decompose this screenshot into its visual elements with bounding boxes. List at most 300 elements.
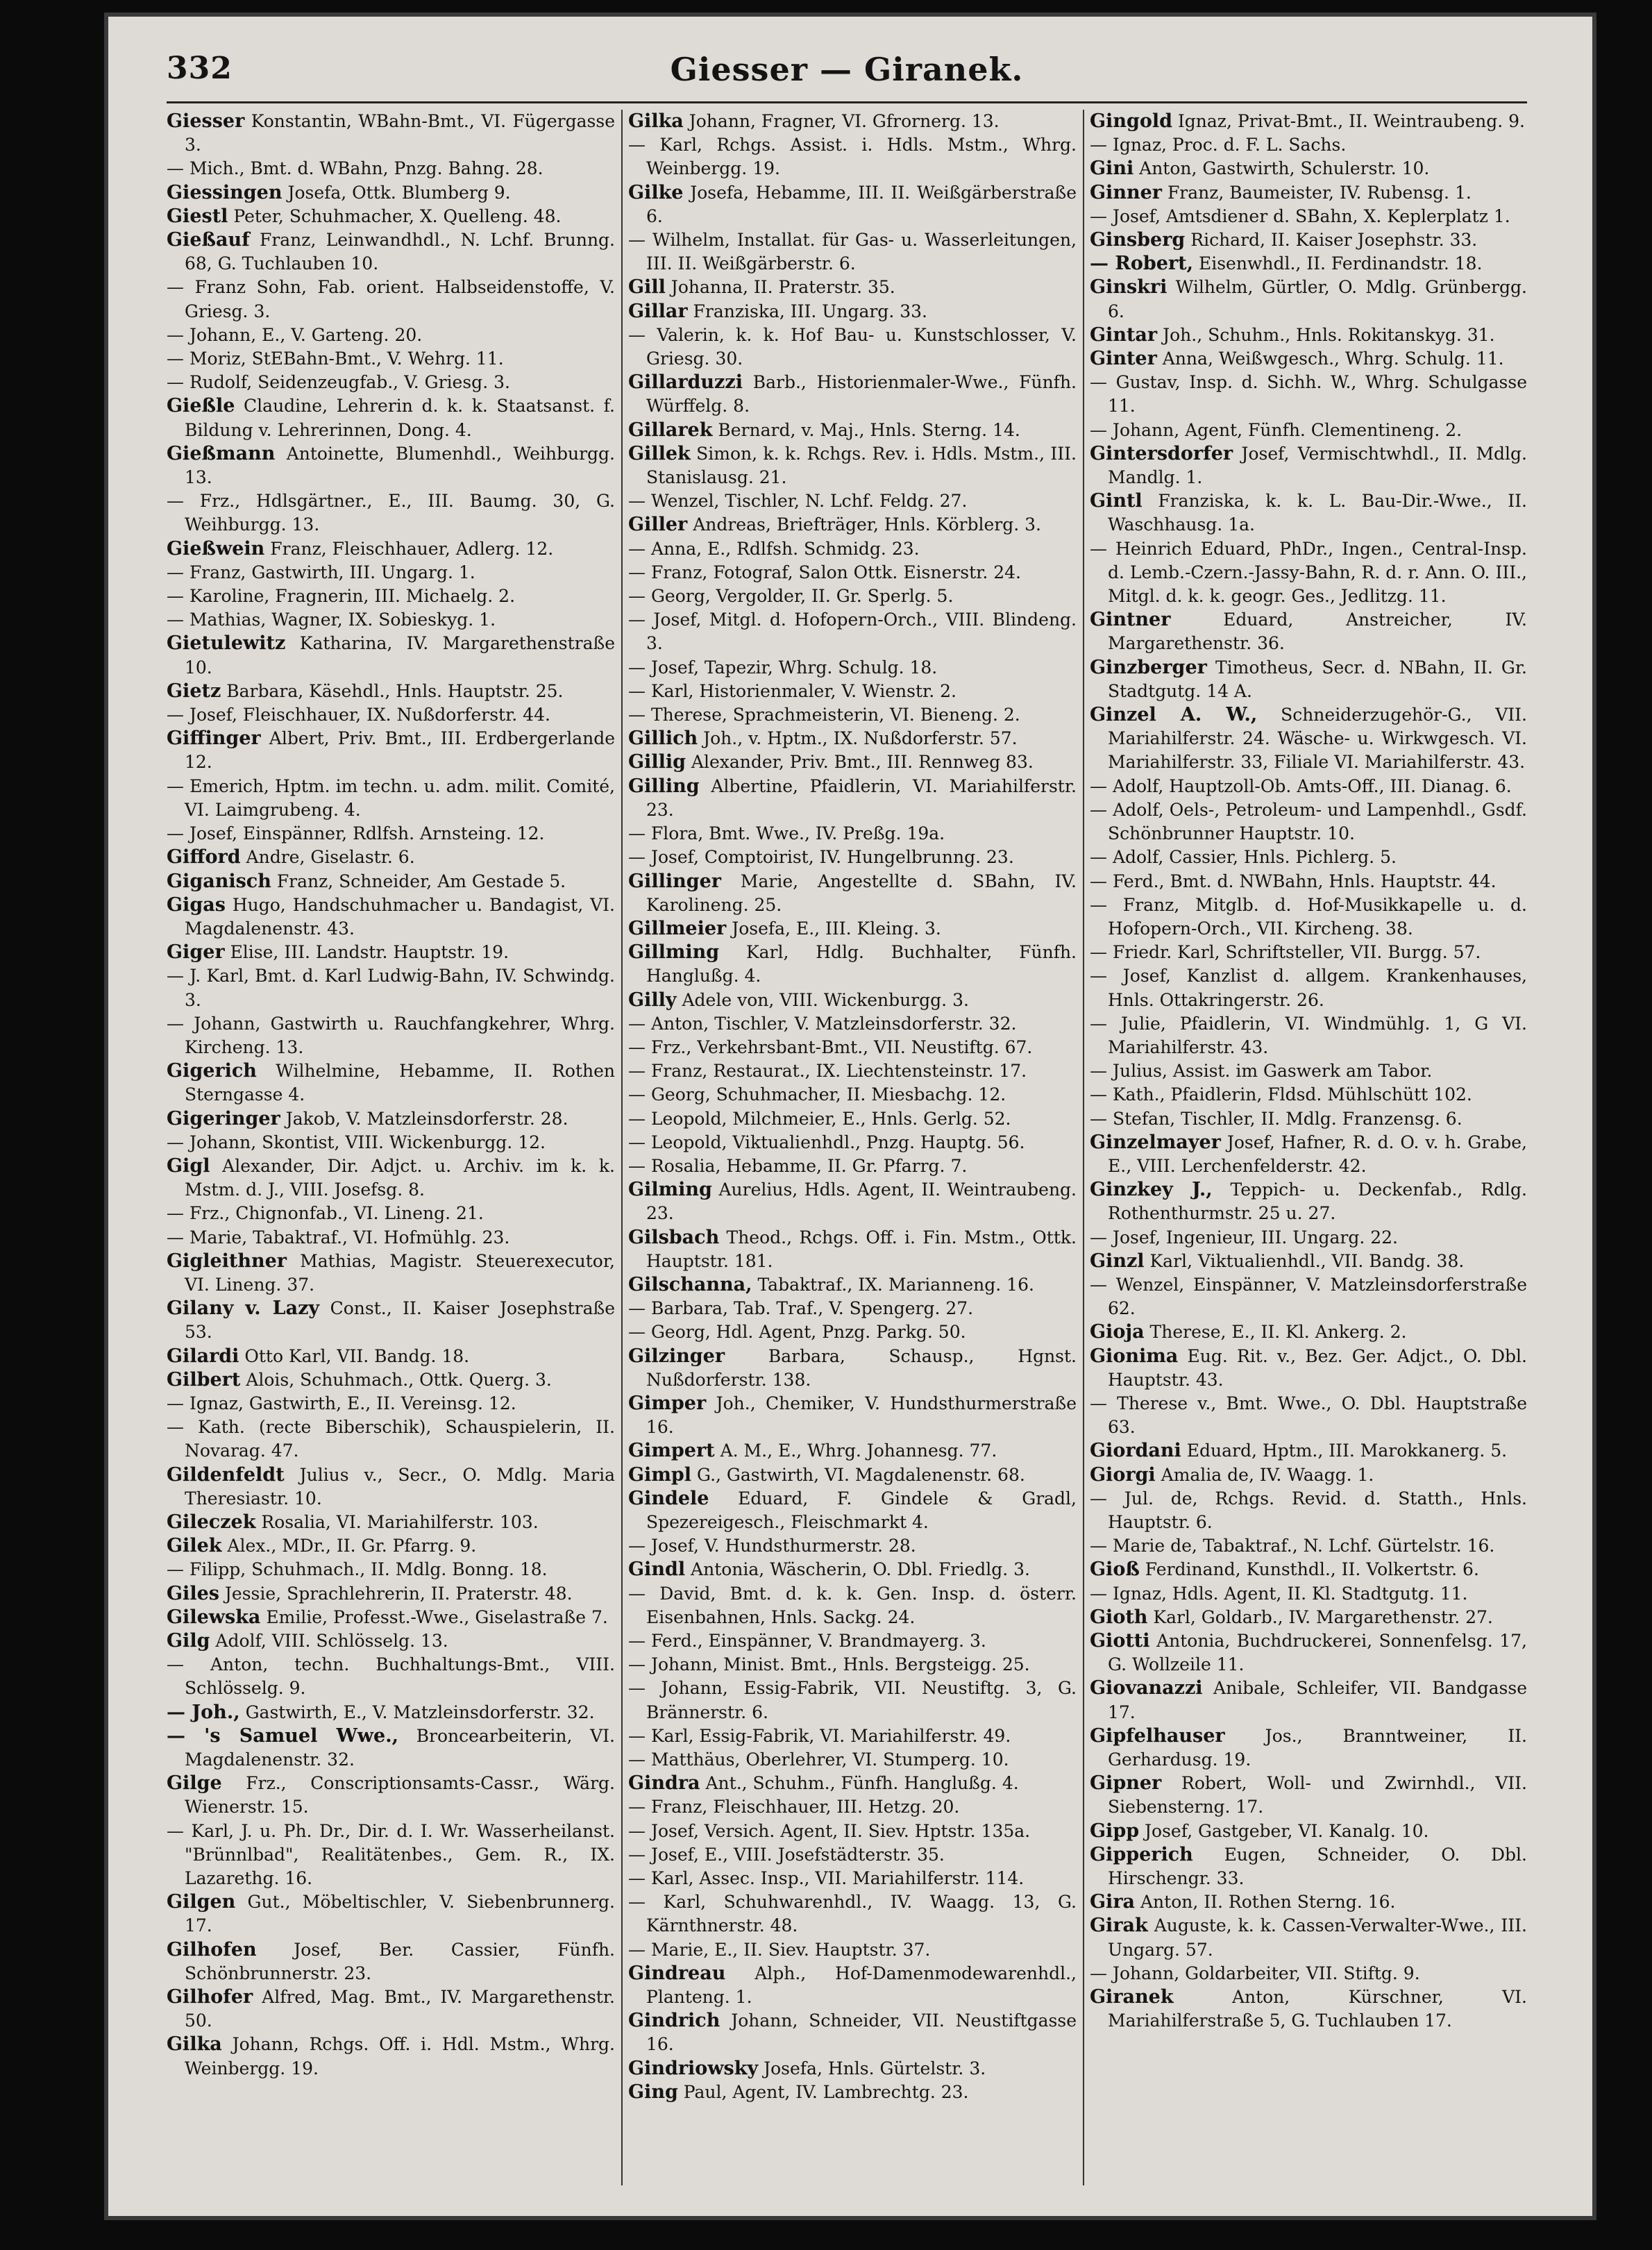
- entry-details: Alex., MDr., II. Gr. Pfarrg. 9.: [227, 1536, 477, 1556]
- directory-entry: [167, 703, 615, 727]
- directory-entry: [628, 371, 1077, 418]
- directory-entry: [167, 489, 615, 537]
- entry-details: Julius v., Secr., O. Mdlg. Maria Theresiastr. 10.: [185, 1464, 615, 1509]
- entry-surname: Gini: [1090, 158, 1134, 180]
- directory-entry: [167, 585, 615, 608]
- directory-entry: [628, 561, 1077, 585]
- entry-surname: Gillar: [628, 300, 688, 322]
- entry-details: — Wenzel, Tischler, N. Lchf. Feldg. 27.: [628, 491, 968, 512]
- entry-surname: Gindrich: [628, 2010, 720, 2032]
- entry-surname: Giles: [167, 1582, 219, 1604]
- entry-details: Ferdinand, Kunsthdl., II. Volkertstr. 6.: [1145, 1559, 1479, 1580]
- entry-details: — Wilhelm, Installat. für Gas- u. Wasserleitungen, III. II. Weißgärberstr. 6.: [628, 230, 1077, 274]
- directory-entry: [167, 870, 615, 893]
- entry-details: — Georg, Vergolder, II. Gr. Sperlg. 5.: [628, 586, 954, 607]
- directory-entry: [167, 1558, 615, 1581]
- directory-entry: [628, 1558, 1077, 1581]
- directory-entry: [1090, 1392, 1527, 1439]
- entry-surname: Giranek: [1090, 1986, 1174, 2008]
- entry-details: — Rudolf, Seidenzeugfab., V. Griesg. 3.: [167, 372, 510, 393]
- entry-surname: Gioja: [1090, 1321, 1145, 1343]
- entry-details: — Franz, Fleischhauer, III. Hetzg. 20.: [628, 1797, 960, 1817]
- entry-surname: Gießauf: [167, 229, 250, 251]
- entry-surname: Ginter: [1090, 348, 1157, 370]
- directory-entry: [167, 205, 615, 228]
- directory-entry: [1090, 1843, 1527, 1890]
- entry-surname: Gingold: [1090, 110, 1172, 132]
- entry-details: Anna, Weißwgesch., Whrg. Schulg. 11.: [1162, 349, 1504, 369]
- entry-details: Antonia, Buchdruckerei, Sonnenfelsg. 17, G. Wollzeile 11.: [1108, 1631, 1527, 1675]
- entry-details: — Karl, Historienmaler, V. Wienstr. 2.: [628, 680, 956, 701]
- directory-entry: [628, 300, 1077, 324]
- entry-surname: Gillming: [628, 941, 720, 964]
- directory-entry: [1090, 228, 1527, 252]
- entry-details: Antonia, Wäscherin, O. Dbl. Friedlg. 3.: [691, 1559, 1030, 1580]
- entry-surname: Gilge: [167, 1772, 222, 1795]
- directory-entry: [1090, 1914, 1527, 1961]
- entry-details: — Franz, Fotograf, Salon Ottk. Eisnerstr. 24.: [628, 562, 1021, 582]
- directory-entry: [1090, 1820, 1527, 1843]
- directory-entry: [1090, 1083, 1527, 1107]
- directory-entry: [1090, 1320, 1527, 1344]
- entry-surname: Ginzel A. W.,: [1090, 704, 1258, 726]
- entry-details: — Karl, Schuhwarenhdl., IV. Waagg. 13, G. Kärnthnerstr. 48.: [628, 1892, 1077, 1936]
- entry-surname: Giger: [167, 941, 225, 964]
- directory-entry: [1090, 324, 1527, 347]
- entry-surname: Giganisch: [167, 870, 271, 892]
- entry-surname: Gipp: [1090, 1820, 1140, 1842]
- directory-entry: [167, 1724, 615, 1772]
- entry-details: Josefa, Ottk. Blumberg 9.: [287, 182, 511, 203]
- directory-entry: [167, 1107, 615, 1131]
- entry-details: — Georg, Schuhmacher, II. Miesbachg. 12.: [628, 1084, 1006, 1105]
- entry-details: — Josef, Kanzlist d. allgem. Krankenhauses, Hnls. Ottakringerstr. 26.: [1090, 966, 1527, 1010]
- entry-details: — Josef, Mitgl. d. Hofopern-Orch., VIII. Blindeng. 3.: [628, 610, 1077, 654]
- directory-entry: [1090, 1059, 1527, 1083]
- entry-details: Alph., Hof-Damenmodewarenhdl., Planteng. 1.: [646, 1963, 1077, 2008]
- entry-details: Wilhelmine, Hebamme, II. Rothen Sterngasse 4.: [185, 1061, 615, 1105]
- directory-entry: [167, 1820, 615, 1891]
- directory-entry: [167, 941, 615, 964]
- directory-entry: [167, 680, 615, 703]
- entry-details: — Johann, Gastwirth u. Rauchfangkehrer, Whrg. Kircheng. 13.: [167, 1013, 615, 1057]
- entry-details: Anton, Kürschner, VI. Mariahilferstraße 5, G. Tuchlauben 17.: [1108, 1987, 1527, 2031]
- entry-details: — Flora, Bmt. Wwe., IV. Preßg. 19a.: [628, 823, 945, 844]
- entry-details: Mathias, Magistr. Steuerexecutor, VI. Lineng. 37.: [185, 1250, 615, 1295]
- entry-surname: Gillmeier: [628, 917, 727, 939]
- entry-surname: Gintar: [1090, 324, 1158, 346]
- entry-details: Franz, Baumeister, IV. Rubensg. 1.: [1167, 182, 1472, 203]
- directory-entry: [628, 228, 1077, 276]
- entry-details: Adolf, VIII. Schlösselg. 13.: [215, 1631, 448, 1651]
- entry-details: — Ferd., Bmt. d. NWBahn, Hnls. Hauptstr. 44.: [1090, 871, 1497, 891]
- page-number: 332: [167, 51, 233, 86]
- entry-details: — Mathias, Wagner, IX. Sobieskyg. 1.: [167, 610, 496, 630]
- directory-entry: [628, 1867, 1077, 1890]
- directory-entry: [167, 181, 615, 205]
- directory-entry: [628, 1795, 1077, 1819]
- entry-details: — Karl, J. u. Ph. Dr., Dir. d. I. Wr. Wasserheilanst. "Brünnlbad", Realitätenbes., Gem. R., IX. Lazarethg. 16.: [167, 1820, 615, 1889]
- entry-details: — Valerin, k. k. Hof Bau- u. Kunstschlosser, V. Griesg. 30.: [628, 324, 1077, 369]
- directory-entry: [167, 964, 615, 1011]
- entry-details: Alexander, Dir. Adjct. u. Archiv. im k. k. Mstm. d. J., VIII. Josefsg. 8.: [185, 1155, 615, 1200]
- entry-details: — Josef, E., VIII. Josefstädterstr. 35.: [628, 1844, 945, 1865]
- entry-details: Andre, Giselastr. 6.: [246, 847, 415, 868]
- directory-entry: [628, 1439, 1077, 1463]
- directory-entry: [1090, 1962, 1527, 1985]
- entry-details: Ant., Schuhm., Fünfh. Hanglußg. 4.: [705, 1773, 1019, 1794]
- directory-entry: [1090, 870, 1527, 893]
- directory-entry: [1090, 1273, 1527, 1320]
- directory-entry: [167, 1890, 615, 1938]
- directory-entry: [1090, 1558, 1527, 1581]
- entry-details: Alois, Schuhmach., Ottk. Querg. 3.: [246, 1369, 552, 1390]
- entry-surname: Giller: [628, 514, 688, 536]
- entry-surname: Girak: [1090, 1915, 1148, 1937]
- entry-details: Aurelius, Hdls. Agent, II. Weintraubeng. 23.: [646, 1179, 1077, 1224]
- entry-details: — Filipp, Schuhmach., II. Mdlg. Bonng. 18.: [167, 1559, 548, 1580]
- entry-details: Simon, k. k. Rchgs. Rev. i. Hdls. Mstm., III. Stanislausg. 21.: [646, 443, 1077, 488]
- directory-entry: [1090, 252, 1527, 276]
- entry-details: Auguste, k. k. Cassen-Verwalter-Wwe., III. Ungarg. 57.: [1108, 1915, 1527, 1960]
- entry-details: — Adolf, Cassier, Hnls. Pichlerg. 5.: [1090, 847, 1397, 868]
- directory-entry: [1090, 133, 1527, 157]
- directory-entry: [628, 2057, 1077, 2081]
- entry-details: — Moriz, StEBahn-Bmt., V. Wehrg. 11.: [167, 349, 504, 369]
- entry-surname: Gindriowsky: [628, 2057, 759, 2079]
- directory-entry: [628, 1724, 1077, 1748]
- entry-details: — Julius, Assist. im Gaswerk am Tabor.: [1090, 1061, 1433, 1082]
- entry-surname: Ginzberger: [1090, 656, 1207, 678]
- entry-details: Franz, Schneider, Am Gestade 5.: [276, 871, 566, 891]
- directory-entry: [1090, 347, 1527, 371]
- entry-details: Gastwirth, E., V. Matzleinsdorferstr. 32.: [245, 1702, 595, 1722]
- entry-surname: Gipner: [1090, 1772, 1162, 1795]
- directory-entry: [167, 1416, 615, 1463]
- directory-entry: [167, 1297, 615, 1344]
- entry-details: — Josef, Fleischhauer, IX. Nußdorferstr. 44.: [167, 705, 550, 725]
- entry-details: Anton, Gastwirth, Schulerstr. 10.: [1139, 158, 1430, 179]
- directory-entry: [628, 822, 1077, 846]
- entry-surname: Gindele: [628, 1487, 709, 1509]
- entry-details: — Frz., Verkehrsbant-Bmt., VII. Neustiftg. 67.: [628, 1036, 1033, 1057]
- entry-details: — Anton, Tischler, V. Matzleinsdorferstr. 32.: [628, 1013, 1017, 1034]
- entry-details: Josef, Gastgeber, VI. Kanalg. 10.: [1145, 1820, 1429, 1841]
- entry-details: Franziska, III. Ungarg. 33.: [693, 301, 927, 321]
- entry-details: — Frz., Chignonfab., VI. Lineng. 21.: [167, 1203, 484, 1224]
- entry-details: Franz, Fleischhauer, Adlerg. 12.: [270, 538, 554, 559]
- entry-surname: Giessingen: [167, 181, 283, 203]
- directory-entry: [167, 228, 615, 276]
- directory-entry: [628, 324, 1077, 371]
- entry-surname: Gindreau: [628, 1962, 726, 1984]
- entry-surname: Gimpl: [628, 1463, 692, 1486]
- entry-details: — Josef, Einspänner, Rdlfsh. Arnsteing. 12.: [167, 823, 545, 844]
- directory-entry: [628, 703, 1077, 727]
- directory-entry: [628, 2081, 1077, 2104]
- directory-entry: [167, 347, 615, 371]
- entry-details: Amalia de, IV. Waagg. 1.: [1161, 1464, 1374, 1485]
- directory-entry: [1090, 1629, 1527, 1677]
- entry-details: Alexander, Priv. Bmt., III. Rennweg 83.: [691, 752, 1034, 773]
- entry-details: — Kath., Pfaidlerin, Fldsd. Mühlschütt 102.: [1090, 1084, 1472, 1105]
- entry-details: — Franz, Restaurat., IX. Liechtensteinstr. 17.: [628, 1061, 1027, 1082]
- directory-entry: [1090, 964, 1527, 1011]
- entry-details: — Johann, Agent, Fünfh. Clementineng. 2.: [1090, 419, 1463, 440]
- entry-surname: Gilg: [167, 1630, 210, 1652]
- directory-entry: [167, 2033, 615, 2080]
- directory-entry: [1090, 1226, 1527, 1250]
- entry-details: — David, Bmt. d. k. k. Gen. Insp. d. österr. Eisenbahnen, Hnls. Sackg. 24.: [628, 1583, 1077, 1627]
- entry-details: — Frz., Hdlsgärtner., E., III. Baumg. 30, G. Weihburgg. 13.: [167, 491, 615, 535]
- entry-details: — Johann, Minist. Bmt., Hnls. Bergsteigg. 25.: [628, 1654, 1030, 1675]
- directory-entry: [628, 917, 1077, 941]
- entry-details: Therese, E., II. Kl. Ankerg. 2.: [1149, 1322, 1407, 1343]
- entry-surname: Gillich: [628, 728, 698, 750]
- entry-details: Gut., Möbeltischler, V. Siebenbrunnerg. 17.: [185, 1892, 615, 1936]
- directory-entry: [167, 1368, 615, 1392]
- directory-entry: [1090, 1439, 1527, 1463]
- entry-details: — Barbara, Tab. Traf., V. Spengerg. 27.: [628, 1298, 974, 1319]
- entry-details: Josefa, Hebamme, III. II. Weißgärberstraße 6.: [646, 182, 1077, 226]
- entry-details: — Josef, Ingenieur, III. Ungarg. 22.: [1090, 1227, 1398, 1248]
- entry-details: Barbara, Käsehdl., Hnls. Hauptstr. 25.: [226, 680, 564, 701]
- entry-details: Claudine, Lehrerin d. k. k. Staatsanst. f. Bildung v. Lehrerinnen, Dong. 4.: [185, 396, 615, 440]
- entry-details: Josef, Hafner, R. d. O. v. h. Grabe, E., VIII. Lerchenfelderstr. 42.: [1108, 1132, 1527, 1176]
- entry-details: Jessie, Sprachlehrerin, II. Praterstr. 48.: [224, 1583, 573, 1604]
- entry-details: — Therese, Sprachmeisterin, VI. Bieneng. 2.: [628, 705, 1020, 725]
- directory-entry: [167, 1772, 615, 1819]
- entry-details: Jos., Branntweiner, II. Gerhardusg. 19.: [1108, 1725, 1527, 1770]
- directory-entry: [628, 1107, 1077, 1131]
- entry-details: — Johann, E., V. Garteng. 20.: [167, 324, 423, 345]
- entry-details: — Friedr. Karl, Schriftsteller, VII. Burgg. 57.: [1090, 942, 1481, 963]
- entry-surname: Gilek: [167, 1535, 222, 1557]
- entry-details: — Josef, V. Hundsthurmerstr. 28.: [628, 1536, 916, 1556]
- entry-details: Const., II. Kaiser Josephstraße 53.: [185, 1298, 615, 1343]
- entry-details: Johann, Fragner, VI. Gfrornerg. 13.: [689, 111, 1000, 131]
- entry-surname: Gilewska: [167, 1606, 261, 1628]
- entry-details: — Adolf, Oels-, Petroleum- und Lampenhdl., Gsdf. Schönbrunner Hauptstr. 10.: [1090, 799, 1527, 844]
- entry-details: Otto Karl, VII. Bandg. 18.: [244, 1345, 470, 1366]
- directory-entry: [1090, 775, 1527, 798]
- entry-details: — Karl, Essig-Fabrik, VI. Mariahilferstr. 49.: [628, 1725, 1011, 1746]
- entry-surname: Gietulewitz: [167, 632, 286, 655]
- entry-details: — Ignaz, Gastwirth, E., II. Vereinsg. 12.: [167, 1393, 516, 1413]
- entry-surname: — 's Samuel Wwe.,: [167, 1724, 399, 1747]
- directory-entry: [1090, 1606, 1527, 1629]
- directory-entry: [628, 680, 1077, 703]
- entry-surname: Gintner: [1090, 609, 1171, 631]
- entry-details: — Franz, Gastwirth, III. Ungarg. 1.: [167, 562, 475, 582]
- directory-entry: [628, 110, 1077, 133]
- directory-entry: [167, 442, 615, 489]
- directory-entry: [167, 893, 615, 941]
- entry-surname: Gipfelhauser: [1090, 1724, 1225, 1747]
- directory-entry: [628, 276, 1077, 299]
- directory-entry: [628, 750, 1077, 774]
- entry-surname: Ginskri: [1090, 276, 1168, 299]
- entry-surname: Gilgen: [167, 1891, 236, 1913]
- entry-details: — Leopold, Viktualienhdl., Pnzg. Hauptg. 56.: [628, 1132, 1025, 1152]
- directory-entry: [628, 1320, 1077, 1344]
- entry-details: Barb., Historienmaler-Wwe., Fünfh. Würffelg. 8.: [646, 372, 1077, 417]
- entry-surname: Giovanazzi: [1090, 1677, 1203, 1699]
- entry-details: — Josef, Versich. Agent, II. Siev. Hptstr. 135a.: [628, 1820, 1031, 1841]
- entry-surname: Gießmann: [167, 442, 276, 464]
- directory-entry: [628, 1748, 1077, 1772]
- entry-details: Marie, Angestellte d. SBahn, IV. Karolineng. 25.: [646, 871, 1077, 915]
- directory-entry: [628, 941, 1077, 988]
- directory-entry: [167, 1582, 615, 1606]
- entry-details: — Anna, E., Rdlfsh. Schmidg. 23.: [628, 538, 920, 559]
- directory-entry: [167, 276, 615, 323]
- entry-details: Eug. Rit. v., Bez. Ger. Adjct., O. Dbl. Hauptstr. 43.: [1108, 1345, 1527, 1390]
- directory-entry: [628, 1392, 1077, 1439]
- directory-entry: [167, 1392, 615, 1416]
- entry-details: — Johann, Goldarbeiter, VII. Stiftg. 9.: [1090, 1963, 1420, 1983]
- entry-surname: Gillarek: [628, 419, 713, 441]
- entry-surname: Ginsberg: [1090, 229, 1186, 251]
- entry-details: Johann, Rchgs. Off. i. Hdl. Mstm., Whrg. Weinbergg. 19.: [185, 2034, 615, 2079]
- directory-entry: [167, 608, 615, 632]
- entry-surname: Gießwein: [167, 537, 265, 560]
- directory-entry: [628, 1345, 1077, 1392]
- directory-entry: [628, 489, 1077, 513]
- header-rule: [167, 101, 1527, 103]
- directory-entry: [167, 1250, 615, 1297]
- entry-details: Eugen, Schneider, O. Dbl. Hirschengr. 33.: [1108, 1844, 1527, 1889]
- entry-details: Joh., v. Hptm., IX. Nußdorferstr. 57.: [703, 728, 1018, 749]
- page-header: [167, 51, 1527, 92]
- directory-entry: [1090, 1582, 1527, 1606]
- entry-surname: Gilka: [167, 2033, 222, 2056]
- directory-entry: [167, 1059, 615, 1107]
- entry-details: — Franz Sohn, Fab. orient. Halbseidenstoffe, V. Griesg. 3.: [167, 277, 615, 321]
- entry-details: — Kath. (recte Biberschik), Schauspielerin, II. Novarag. 47.: [167, 1417, 615, 1461]
- directory-entry: [1090, 1345, 1527, 1392]
- entry-details: — J. Karl, Bmt. d. Karl Ludwig-Bahn, IV. Schwindg. 3.: [167, 966, 615, 1010]
- directory-entry: [1090, 1985, 1527, 2033]
- entry-details: Paul, Agent, IV. Lambrechtg. 23.: [683, 2081, 969, 2102]
- entry-surname: Ging: [628, 2081, 678, 2103]
- entry-details: — Franz, Mitglb. d. Hof-Musikkapelle u. d. Hofopern-Orch., VII. Kircheng. 38.: [1090, 894, 1527, 939]
- entry-surname: Gioth: [1090, 1606, 1148, 1628]
- entry-surname: Giestl: [167, 205, 228, 227]
- entry-surname: Gilke: [628, 181, 684, 203]
- directory-entry: [628, 1083, 1077, 1107]
- directory-entry: [1090, 1677, 1527, 1724]
- entry-details: Teppich- u. Deckenfab., Rdlg. Rothenthurmstr. 25 u. 27.: [1108, 1179, 1527, 1224]
- entry-details: Eduard, Hptm., III. Marokkanerg. 5.: [1186, 1441, 1508, 1461]
- column-1: [167, 110, 615, 2185]
- column-divider: [1083, 110, 1084, 2185]
- directory-entry: [628, 181, 1077, 228]
- entry-details: Anibale, Schleifer, VII. Bandgasse 17.: [1108, 1678, 1527, 1722]
- directory-entry: [628, 989, 1077, 1012]
- directory-entry: [167, 110, 615, 157]
- entry-details: Karl, Hdlg. Buchhalter, Fünfh. Hanglußg. 4.: [646, 942, 1077, 987]
- running-title: Giesser — Giranek.: [670, 51, 1024, 88]
- column-divider: [621, 110, 623, 2185]
- entry-details: — Karl, Rchgs. Assist. i. Hdls. Mstm., Whrg. Weinbergg. 19.: [628, 135, 1077, 179]
- entry-surname: Giesser: [167, 110, 245, 132]
- entry-details: Ignaz, Privat-Bmt., II. Weintraubeng. 9.: [1177, 111, 1525, 131]
- entry-details: — Heinrich Eduard, PhDr., Ingen., Central-Insp. d. Lemb.-Czern.-Jassy-Bahn, R. d. r. Ann. O. III., Mitgl. d. k. k. geogr. Ges., Jedlitzg. 11.: [1090, 538, 1527, 607]
- entry-surname: Gilbert: [167, 1368, 241, 1391]
- entry-details: Emilie, Professt.-Wwe., Giselastraße 7.: [266, 1606, 608, 1627]
- entry-details: Broncearbeiterin, VI. Magdalenenstr. 32.: [185, 1725, 615, 1770]
- entry-surname: Gilling: [628, 775, 700, 797]
- directory-entry: [1090, 276, 1527, 323]
- entry-details: Joh., Chemiker, V. Hundsthurmerstraße 16.: [646, 1393, 1077, 1438]
- entry-details: — Ignaz, Proc. d. F. L. Sachs.: [1090, 135, 1347, 156]
- directory-entry: [628, 133, 1077, 180]
- directory-entry: [167, 1131, 615, 1155]
- directory-entry: [167, 632, 615, 679]
- entry-details: Jakob, V. Matzleinsdorferstr. 28.: [285, 1108, 568, 1129]
- directory-entry: [167, 1606, 615, 1629]
- directory-entry: [628, 1582, 1077, 1629]
- entry-surname: Gioß: [1090, 1559, 1140, 1581]
- entry-surname: Giffinger: [167, 728, 261, 750]
- directory-entry: [1090, 1534, 1527, 1558]
- directory-entry: [1090, 205, 1527, 228]
- directory-entry: [628, 1178, 1077, 1225]
- entry-details: Josefa, E., III. Kleing. 3.: [732, 918, 941, 939]
- directory-entry: [628, 585, 1077, 608]
- directory-entry: [167, 1226, 615, 1250]
- directory-entry: [628, 1036, 1077, 1059]
- directory-entry: [167, 1938, 615, 1985]
- directory-entry: [167, 727, 615, 774]
- entry-surname: Gilsbach: [628, 1226, 720, 1248]
- entry-surname: Ginzl: [1090, 1250, 1145, 1272]
- entry-surname: Gigleithner: [167, 1250, 287, 1272]
- entry-details: Tabaktraf., IX. Marianneng. 16.: [757, 1274, 1034, 1295]
- directory-entry: [167, 537, 615, 561]
- entry-details: — Therese v., Bmt. Wwe., O. Dbl. Hauptstraße 63.: [1090, 1393, 1527, 1438]
- entry-details: Johann, Schneider, VII. Neustiftgasse 16.: [646, 2010, 1077, 2055]
- entry-details: Frz., Conscriptionsamts-Cassr., Wärg. Wienerstr. 15.: [185, 1773, 615, 1817]
- directory-entry: [628, 608, 1077, 655]
- entry-surname: — Robert,: [1090, 253, 1194, 275]
- directory-entry: [167, 371, 615, 394]
- directory-entry: [167, 846, 615, 869]
- entry-details: Peter, Schuhmacher, X. Quelleng. 48.: [233, 205, 562, 226]
- entry-details: Karl, Goldarb., IV. Margarethenstr. 27.: [1153, 1606, 1493, 1627]
- entry-details: Bernard, v. Maj., Hnls. Sterng. 14.: [718, 419, 1020, 440]
- entry-details: — Ferd., Einspänner, V. Brandmayerg. 3.: [628, 1631, 986, 1651]
- entry-details: — Gustav, Insp. d. Sichh. W., Whrg. Schulgasse 11.: [1090, 372, 1527, 417]
- entry-details: Eduard, F. Gindele & Gradl, Spezereigesch., Fleischmarkt 4.: [646, 1488, 1077, 1532]
- entry-details: — Marie, E., II. Siev. Hauptstr. 37.: [628, 1939, 931, 1960]
- directory-entry: [167, 1534, 615, 1558]
- entry-surname: Gindl: [628, 1559, 686, 1581]
- directory-entry: [167, 1511, 615, 1534]
- directory-entry: [628, 1131, 1077, 1155]
- directory-entry: [1090, 941, 1527, 964]
- entry-details: Albert, Priv. Bmt., III. Erdbergerlande 12.: [185, 728, 615, 773]
- entry-surname: Gießle: [167, 395, 235, 417]
- directory-entry: [167, 1202, 615, 1225]
- entry-details: Franziska, k. k. L. Bau-Dir.-Wwe., II. Waschhausg. 1a.: [1108, 491, 1527, 535]
- directory-entry: [1090, 419, 1527, 442]
- entry-surname: Gintl: [1090, 490, 1143, 512]
- entry-details: — Josef, Amtsdiener d. SBahn, X. Keplerplatz 1.: [1090, 205, 1510, 226]
- directory-entry: [628, 1273, 1077, 1297]
- directory-entry: [167, 324, 615, 347]
